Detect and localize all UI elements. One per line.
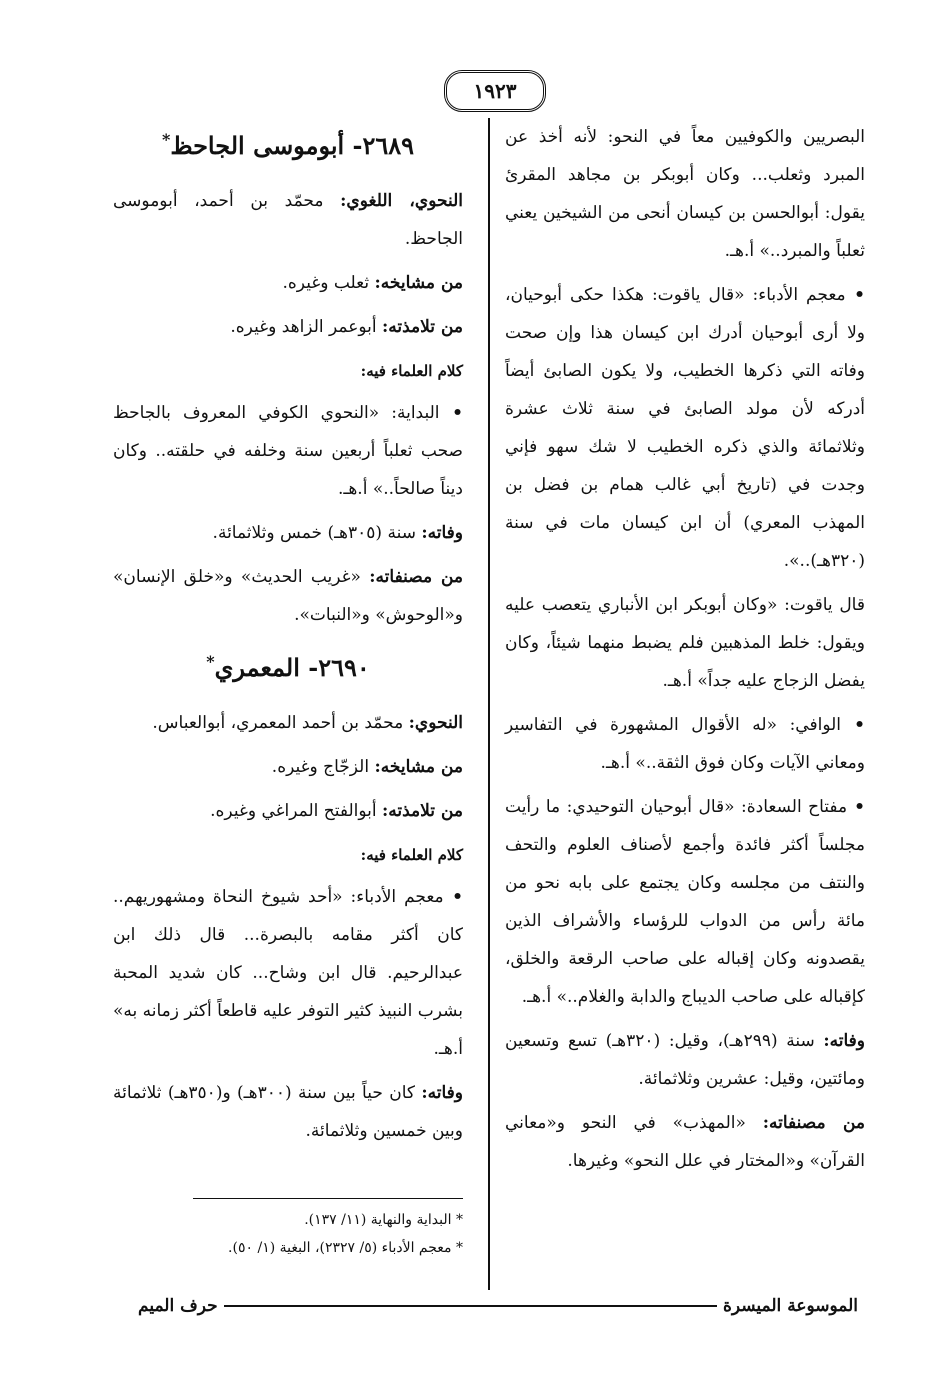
paragraph-label: النحوي، اللغوي: bbox=[340, 191, 463, 211]
paragraph bbox=[505, 586, 865, 700]
footnote-marker: * bbox=[206, 652, 215, 671]
paragraph-label: وفاته: bbox=[823, 1031, 865, 1051]
paragraph bbox=[113, 264, 463, 302]
paragraph bbox=[505, 1104, 865, 1180]
page-number: ١٩٢٣ bbox=[444, 70, 546, 112]
subheading: كلام العلماء فيه: bbox=[360, 362, 463, 380]
paragraph bbox=[113, 308, 463, 346]
paragraph-text: سنة (٣٠٥هـ) خمس وثلاثمائة. bbox=[212, 523, 422, 543]
paragraph-text: البصريين والكوفيين معاً في النحو: لأنه أخذ عن المبرد وثعلب... وكان أبوبكر بن مجاهد المقرئ يقول: أبوالحسن بن كيسان أنحى من الشيخين يعني ثعلباً والمبرد..» أ.هـ. bbox=[505, 127, 865, 261]
paragraph bbox=[113, 514, 463, 552]
paragraph bbox=[505, 788, 865, 1016]
paragraph bbox=[113, 704, 463, 742]
footnote-marker: * bbox=[161, 130, 171, 149]
paragraph-text: أبوالفتح المراغي وغيره. bbox=[210, 801, 382, 821]
paragraph bbox=[505, 118, 865, 270]
paragraph-text: محمّد بن أحمد، أبوموسى الجاحظ. bbox=[113, 191, 463, 249]
paragraph-label: من مشايخه: bbox=[374, 757, 463, 777]
entry-title-text: ٢٦٨٩- أبوموسى الجاحظ bbox=[170, 131, 415, 160]
left-column bbox=[113, 118, 463, 1156]
paragraph-text: «المهذب» في النحو و«معاني القرآن» و«المختار في علل النحو» وغيرها. bbox=[505, 1113, 865, 1171]
paragraph-label: من تلامذته: bbox=[382, 317, 463, 337]
footer-section: حرف الميم bbox=[138, 1296, 218, 1316]
paragraph bbox=[113, 182, 463, 258]
paragraph-label: من مشايخه: bbox=[374, 273, 463, 293]
paragraph bbox=[505, 1022, 865, 1098]
entry-title bbox=[113, 640, 463, 690]
column-divider bbox=[488, 118, 490, 1290]
footnote: * البداية والنهاية (١١/ ١٣٧). bbox=[304, 1212, 463, 1228]
right-column bbox=[505, 118, 865, 1186]
paragraph bbox=[113, 878, 463, 1068]
paragraph-text: محمّد بن أحمد المعمري، أبوالعباس. bbox=[152, 713, 409, 733]
paragraph-text: معجم الأدباء: «أحد شيوخ النحاة ومشهوريهم.. كان أكثر مقامه بالبصرة... قال ذلك ابن عبدالرحيم. قال ابن وشاح... كان شديد المحبة بشرب النبيذ كثير التوفر عليه قاطعاً أكثر زمانه به» أ.هـ. bbox=[113, 887, 463, 1059]
paragraph-text: مفتاح السعادة: «قال أبوحيان التوحيدي: ما رأيت مجلساً أكثر فائدة وأجمع لأصناف العلوم والتحف والنتف من مجلسه وكان يجتمع على بابه نحو من مائة رأس من الدواب للرؤساء والأشراف الذين يقصدونه وكان إقباله على صاحب الرقعة والخلق، كإقباله على صاحب الديباج والدابة والغلام..» أ.هـ. bbox=[505, 797, 865, 1007]
footnote: * معجم الأدباء (٥/ ٢٣٢٧)، البغية (١/ ٥٠). bbox=[228, 1240, 463, 1256]
paragraph-text: البداية: «النحوي الكوفي المعروف بالجاحظ صحب ثعلباً أربعين سنة وخلفه في حلقته.. وكان ديناً صالحاً..» أ.هـ. bbox=[113, 403, 463, 499]
footnote-rule bbox=[193, 1198, 463, 1199]
paragraph-label: من مصنفاته: bbox=[762, 1113, 865, 1133]
paragraph bbox=[113, 792, 463, 830]
subheading: كلام العلماء فيه: bbox=[360, 846, 463, 864]
paragraph-text: «غريب الحديث» و«خلق الإنسان» و«الوحوش» و«النبات». bbox=[113, 567, 463, 625]
entry-title-text: ٢٦٩٠- المعمري bbox=[214, 653, 370, 682]
paragraph bbox=[113, 394, 463, 508]
paragraph-text: كان حياً بين سنة (٣٠٠هـ) و(٣٥٠هـ) ثلاثمائة وبين خمسين وثلاثمائة. bbox=[113, 1083, 463, 1141]
paragraph-text: ثعلب وغيره. bbox=[282, 273, 375, 293]
paragraph-text: قال ياقوت: «وكان أبوبكر ابن الأنباري يتعصب عليه ويقول: خلط المذهبين فلم يضبط منهما شيئاً، وكان يفضل الزجاج عليه جداً» أ.هـ. bbox=[505, 595, 865, 691]
footnotes bbox=[113, 1206, 463, 1262]
paragraph-text: سنة (٢٩٩هـ)، وقيل: (٣٢٠هـ) تسع وتسعين ومائتين، وقيل: عشرين وثلاثمائة. bbox=[505, 1031, 865, 1089]
paragraph bbox=[113, 1074, 463, 1150]
paragraph-text: الوافي: «له الأقوال المشهورة في التفاسير ومعاني الآيات وكان فوق الثقة..» أ.هـ. bbox=[505, 715, 865, 773]
footer-book-title: الموسوعة الميسرة bbox=[722, 1296, 858, 1316]
paragraph-label: من مصنفاته: bbox=[369, 567, 464, 587]
paragraph bbox=[505, 276, 865, 580]
paragraph-label: وفاته: bbox=[421, 1083, 463, 1103]
paragraph-text: معجم الأدباء: «قال ياقوت: هكذا حكى أبوحيان، ولا أرى أبوحيان أدرك ابن كيسان هذا وإن صحت وفاته التي ذكرها الخطيب، ولا يكون الصابئ أيضاً أدركه لأن مولد الصابئ في سنة ثلاث عشرة وثلاثمائة والذي ذكره الخطيب لا شك سهو فإني وجدت في (تاريخ أبي غالب همام بن فضل بن المهذب المعري) أن ابن كيسان مات في سنة (٣٢٠هـ)..». bbox=[505, 285, 865, 571]
footer-rule bbox=[224, 1305, 717, 1307]
paragraph-label: من تلامذته: bbox=[382, 801, 463, 821]
paragraph-label: وفاته: bbox=[421, 523, 463, 543]
paragraph-label: النحوي: bbox=[408, 713, 463, 733]
paragraph-text: الزجّاج وغيره. bbox=[271, 757, 375, 777]
paragraph bbox=[505, 706, 865, 782]
paragraph bbox=[113, 748, 463, 786]
page-footer bbox=[138, 1292, 858, 1320]
paragraph-text: أبوعمر الزاهد وغيره. bbox=[230, 317, 382, 337]
paragraph bbox=[113, 558, 463, 634]
entry-title bbox=[113, 118, 463, 168]
